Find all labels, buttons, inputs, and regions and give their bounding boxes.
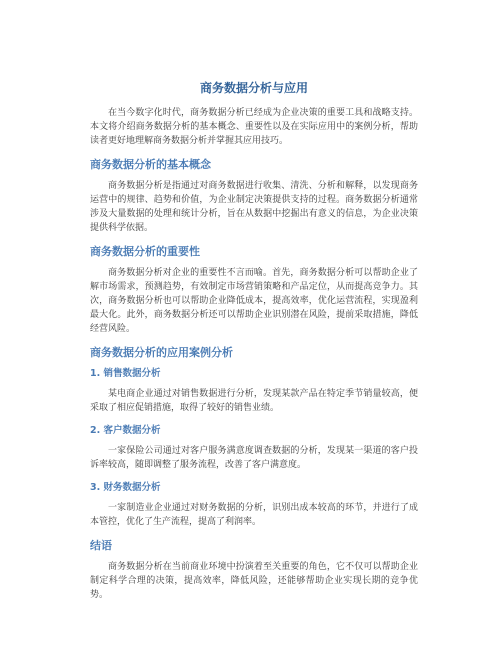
section-paragraph: 商务数据分析对企业的重要性不言而喻。首先，商务数据分析可以帮助企业了解市场需求，预测趋势，有效制定市场营销策略和产品定位，从而提高竞争力。其次，商务数据分析也可以帮助企业降低成本，提高效率，优化运营流程，实现盈利最大化。此外，商务数据分析还可以帮助企业识别潜在风险，提前采取措施，降低经营风险。: [90, 268, 418, 334]
case-heading-customer: 2. 客户数据分析: [90, 425, 161, 436]
document-title: 商务数据分析与应用: [199, 81, 308, 95]
section-basic-concept: [90, 157, 418, 235]
section-paragraph: 商务数据分析在当前商业环境中扮演着至关重要的角色，它不仅可以帮助企业制定科学合理的决策，提高效率，降低风险，还能够帮助企业实现长期的竞争优势。: [90, 562, 418, 600]
intro-paragraph: 在当今数字化时代，商务数据分析已经成为企业决策的重要工具和战略支持。本文将介绍商务数据分析的基本概念、重要性以及在实际应用中的案例分析，帮助读者更好地理解商务数据分析并掌握其应用技巧。: [90, 108, 418, 146]
section-paragraph: 商务数据分析是指通过对商务数据进行收集、清洗、分析和解释，以发现商务运营中的规律、趋势和价值，为企业制定决策提供支持的过程。商务数据分析通常涉及大量数据的处理和统计分析，旨在从数据中挖掘出有意义的信息，为企业决策提供科学依据。: [90, 181, 418, 233]
section-heading: 商务数据分析的应用案例分析: [90, 346, 233, 359]
section-heading: 结语: [90, 539, 112, 552]
case-paragraph-finance: 一家制造业企业通过对财务数据的分析，识别出成本较高的环节，并进行了成本管控，优化了生产流程，提高了利润率。: [90, 503, 418, 527]
case-heading-sales: 1. 销售数据分析: [90, 368, 161, 379]
section-heading: 商务数据分析的基本概念: [90, 158, 211, 171]
section-conclusion: [90, 538, 418, 602]
case-heading-finance: 3. 财务数据分析: [90, 482, 161, 493]
case-paragraph-sales: 某电商企业通过对销售数据进行分析，发现某款产品在特定季节销量较高，便采取了相应促销措施，取得了较好的销售业绩。: [90, 389, 418, 413]
section-heading: 商务数据分析的重要性: [90, 245, 200, 258]
section-case-analysis: [90, 345, 418, 529]
case-paragraph-customer: 一家保险公司通过对客户服务满意度调查数据的分析，发现某一渠道的客户投诉率较高，随即调整了服务流程，改善了客户满意度。: [90, 446, 418, 470]
section-importance: [90, 244, 418, 336]
